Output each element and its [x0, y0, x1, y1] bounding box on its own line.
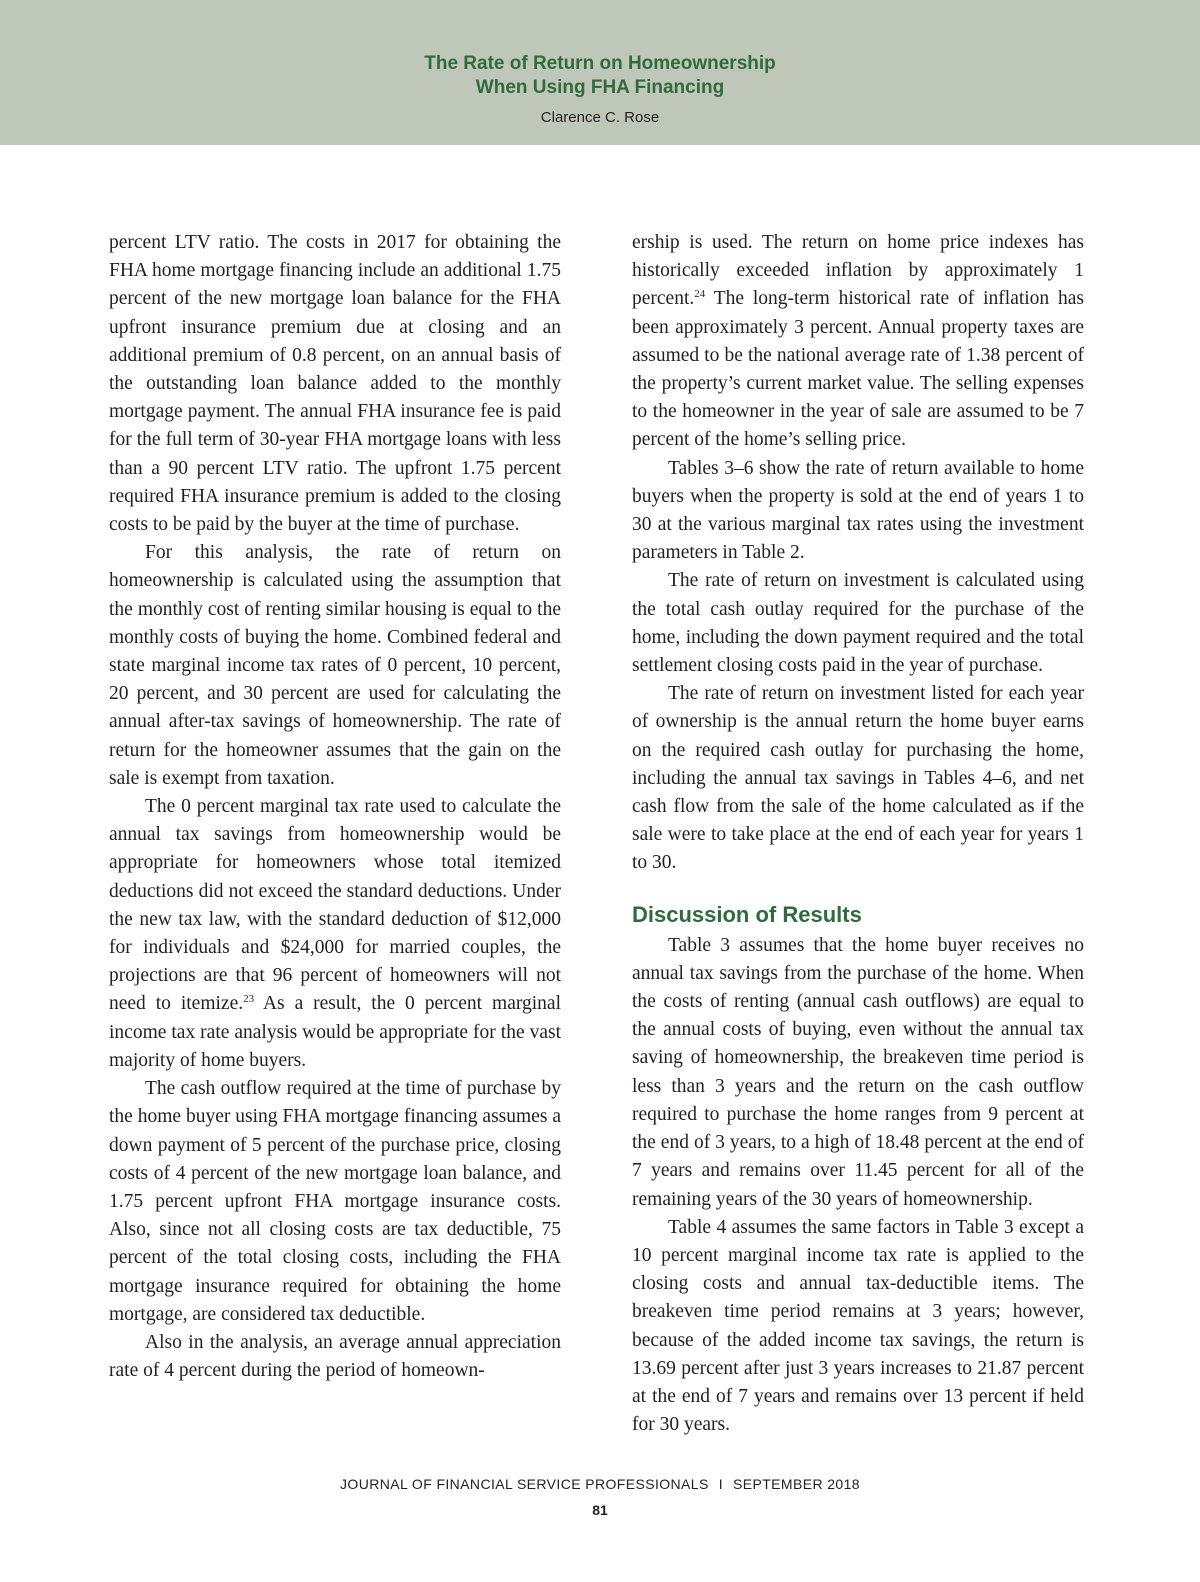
header-banner	[0, 0, 1200, 145]
left-paragraph-2: For this analysis, the rate of return on homeownership is calculated using the assumption that the monthly cost of renting similar housing is equal to the monthly costs of buying the home. Combined federal and state marginal income tax rates of 0 percent, 10 percent, 20 percent, and 30 percent are used for calculating the annual after-tax savings of homeownership. The rate of return for the homeowner assumes that the gain on the sale is exempt from taxation.	[109, 542, 561, 789]
footer-journal-name: JOURNAL OF FINANCIAL SERVICE PROFESSIONALS	[340, 1476, 709, 1492]
right-paragraph-4: The rate of return on investment listed for each year of ownership is the annual return the home buyer earns on the required cash outlay for purchasing the home, including the annual tax savings in Tables 4–6, and net cash flow from the sale of the home calculated as if the sale were to take place at the end of each year for years 1 to 30.	[632, 683, 1084, 874]
article-author: Clarence C. Rose	[540, 109, 660, 126]
right-paragraph-5: Table 3 assumes that the home buyer receives no annual tax savings from the purchase of the home. When the costs of renting (annual cash outflows) are equal to the annual costs of buying, even without the annual tax saving of homeownership, the breakeven time period is less than 3 years and the return on the cash outflow required to purchase the home ranges from 9 percent at the end of 3 years, to a high of 18.48 percent at the end of 7 years and remains over 11.45 percent for all of the remaining years of the 30 years of homeownership.	[632, 934, 1084, 1210]
article-title-line-1: The Rate of Return on Homeownership	[424, 53, 776, 74]
left-paragraph-4: The cash outflow required at the time of purchase by the home buyer using FHA mortgage financing assumes a down payment of 5 percent of the purchase price, closing costs of 4 percent of the new mortgage loan balance, and 1.75 percent upfront FHA mortgage insurance costs. Also, since not all closing costs are tax deductible, 75 percent of the total closing costs, including the FHA mortgage insurance required for obtaining the home mortgage, are considered tax deductible.	[109, 1078, 561, 1325]
right-paragraph-3: The rate of return on investment is calculated using the total cash outlay required for the purchase of the home, including the down payment required and the total settlement closing costs paid in the year of purchase.	[632, 570, 1084, 677]
right-paragraph-1-text-a: ership is used. The return on home price indexes has historically exceeded inflation by approximately 1 percent.	[632, 232, 1084, 310]
left-paragraph-3-text-a: The 0 percent marginal tax rate used to calculate the annual tax savings from homeownership would be appropriate for homeowners whose total itemized deductions did not exceed the standard deductions. Under the new tax law, with the standard deduction of $12,000 for individuals and $24,000 for married couples, the projections are that 96 percent of homeowners will not need to itemize.	[109, 796, 561, 1015]
footnote-ref-23: 23	[243, 993, 255, 1006]
left-paragraph-3	[109, 793, 561, 1075]
footer-separator: I	[718, 1476, 723, 1492]
right-paragraph-1	[632, 229, 1084, 455]
section-heading: Discussion of Results	[632, 901, 862, 927]
left-paragraph-1: percent LTV ratio. The costs in 2017 for obtaining the FHA home mortgage financing include an additional 1.75 percent of the new mortgage loan balance for the FHA upfront insurance premium due at closing and an additional premium of 0.8 percent, on an annual basis of the outstanding loan balance added to the monthly mortgage payment. The annual FHA insurance fee is paid for the full term of 30-year FHA mortgage loans with less than a 90 percent LTV ratio. The upfront 1.75 percent required FHA insurance premium is added to the closing costs to be paid by the buyer at the time of purchase.	[109, 232, 561, 536]
left-paragraph-3-text-b: As a result, the 0 percent marginal income tax rate analysis would be appropriate for the vast majority of home buyers.	[109, 993, 561, 1071]
footer-journal-line	[0, 1474, 1200, 1494]
left-column	[109, 229, 561, 1385]
right-paragraph-6: Table 4 assumes the same factors in Table 3 except a 10 percent marginal income tax rate is applied to the closing costs and annual tax-deductible items. The breakeven time period remains at 3 years; however, because of the added income tax savings, the return is 13.69 percent after just 3 years increases to 21.87 percent at the end of 7 years and remains over 13 percent if held for 30 years.	[632, 1216, 1084, 1436]
footer-issue-date: SEPTEMBER 2018	[733, 1476, 860, 1492]
article-title-line-2: When Using FHA Financing	[475, 77, 725, 98]
left-paragraph-5: Also in the analysis, an average annual appreciation rate of 4 percent during the period of homeown-	[109, 1331, 561, 1382]
footnote-ref-24: 24	[694, 288, 706, 301]
right-paragraph-1-text-b: The long-term historical rate of inflation has been approximately 3 percent. Annual property taxes are assumed to be the national average rate of 1.38 percent of the property’s current market value. The selling expenses to the homeowner in the year of sale are assumed to be 7 percent of the home’s selling price.	[632, 288, 1084, 451]
right-column	[632, 229, 1084, 1439]
right-paragraph-2: Tables 3–6 show the rate of return available to home buyers when the property is sold at the end of years 1 to 30 at the various marginal tax rates using the investment parameters in Table 2.	[632, 457, 1084, 564]
page-number: 81	[592, 1502, 608, 1518]
